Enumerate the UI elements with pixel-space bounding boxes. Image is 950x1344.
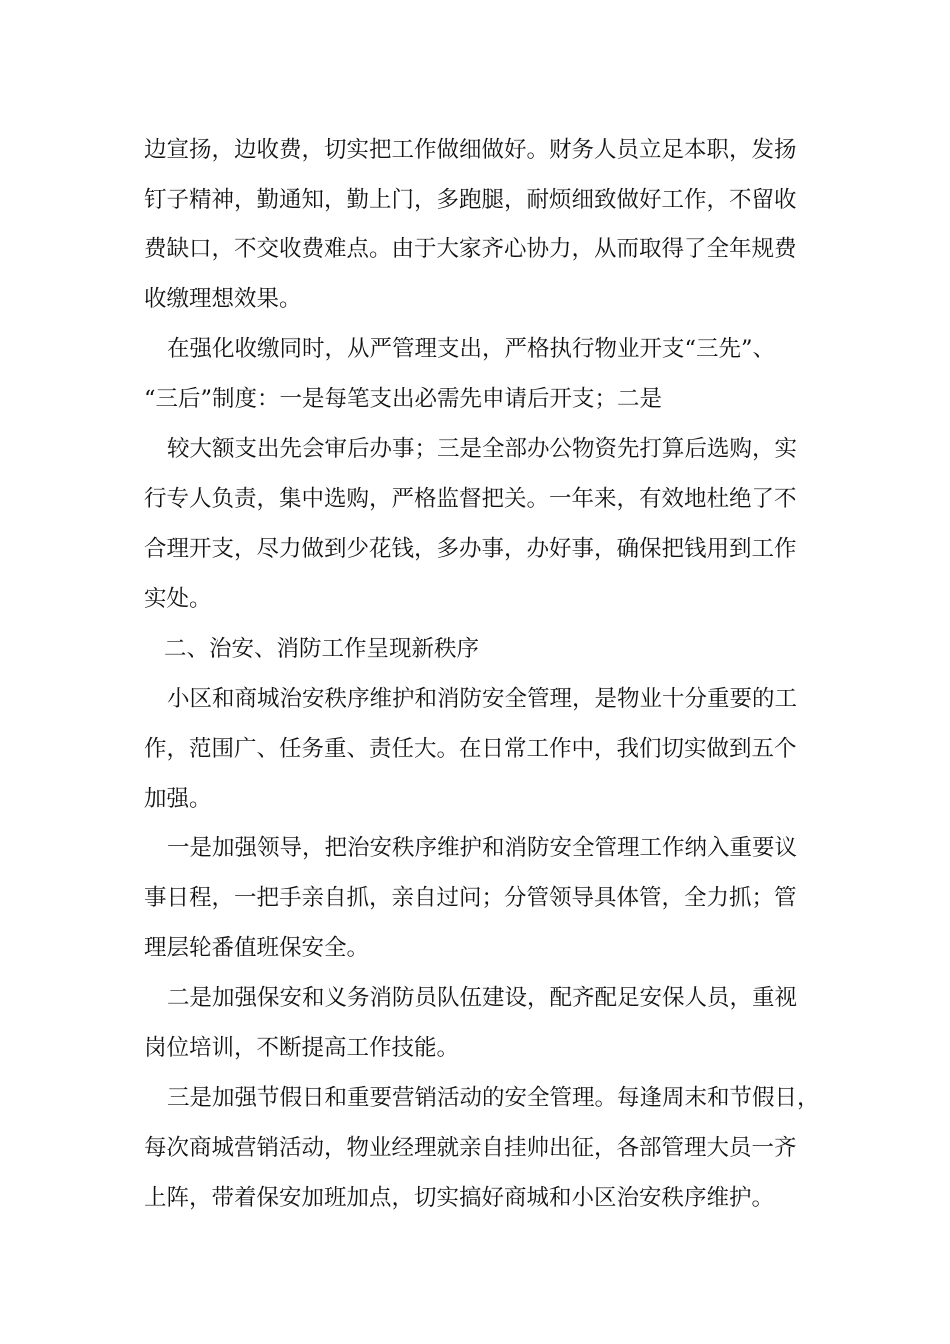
text-line: 岗位培训，不断提高工作技能。 — [144, 1035, 460, 1061]
text-line: 合理开支，尽力做到少花钱，多办事，办好事，确保把钱用到工作 — [144, 536, 797, 562]
text-line: 上阵，带着保安加班加点，切实搞好商城和小区治安秩序维护。 — [144, 1185, 775, 1211]
section-heading: 二、治安、消防工作呈现新秩序 — [164, 636, 480, 662]
text-line: “三后”制度：一是每笔支出必需先申请后开支；二是 — [144, 386, 663, 412]
text-line: 理层轮番值班保安全。 — [144, 935, 370, 961]
text-line: 作，范围广、任务重、责任大。在日常工作中，我们切实做到五个 — [144, 736, 797, 762]
text-line: 加强。 — [144, 786, 212, 812]
text-line: 收缴理想效果。 — [144, 286, 302, 312]
text-line: 行专人负责，集中选购，严格监督把关。一年来，有效地杜绝了不 — [144, 486, 797, 512]
text-line: 二是加强保安和义务消防员队伍建设，配齐配足安保人员，重视 — [167, 985, 798, 1011]
text-line: 费缺口，不交收费难点。由于大家齐心协力，从而取得了全年规费 — [144, 236, 797, 262]
text-line: 钉子精神，勤通知，勤上门，多跑腿，耐烦细致做好工作，不留收 — [144, 187, 797, 213]
text-line: 小区和商城治安秩序维护和消防安全管理，是物业十分重要的工 — [167, 686, 798, 712]
text-line: 三是加强节假日和重要营销活动的安全管理。每逢周末和节假日， — [167, 1085, 820, 1111]
text-line: 在强化收缴同时，从严管理支出，严格执行物业开支“三先”、 — [167, 336, 776, 362]
text-line: 边宣扬，边收费，切实把工作做细做好。财务人员立足本职，发扬 — [144, 137, 797, 163]
text-line: 事日程，一把手亲自抓，亲自过问；分管领导具体管，全力抓；管 — [144, 885, 797, 911]
text-line: 一是加强领导，把治安秩序维护和消防安全管理工作纳入重要议 — [167, 835, 798, 861]
text-line: 每次商城营销活动，物业经理就亲自挂帅出征，各部管理大员一齐 — [144, 1135, 797, 1161]
text-line: 较大额支出先会审后办事；三是全部办公物资先打算后选购，实 — [167, 436, 798, 462]
text-line: 实处。 — [144, 586, 212, 612]
